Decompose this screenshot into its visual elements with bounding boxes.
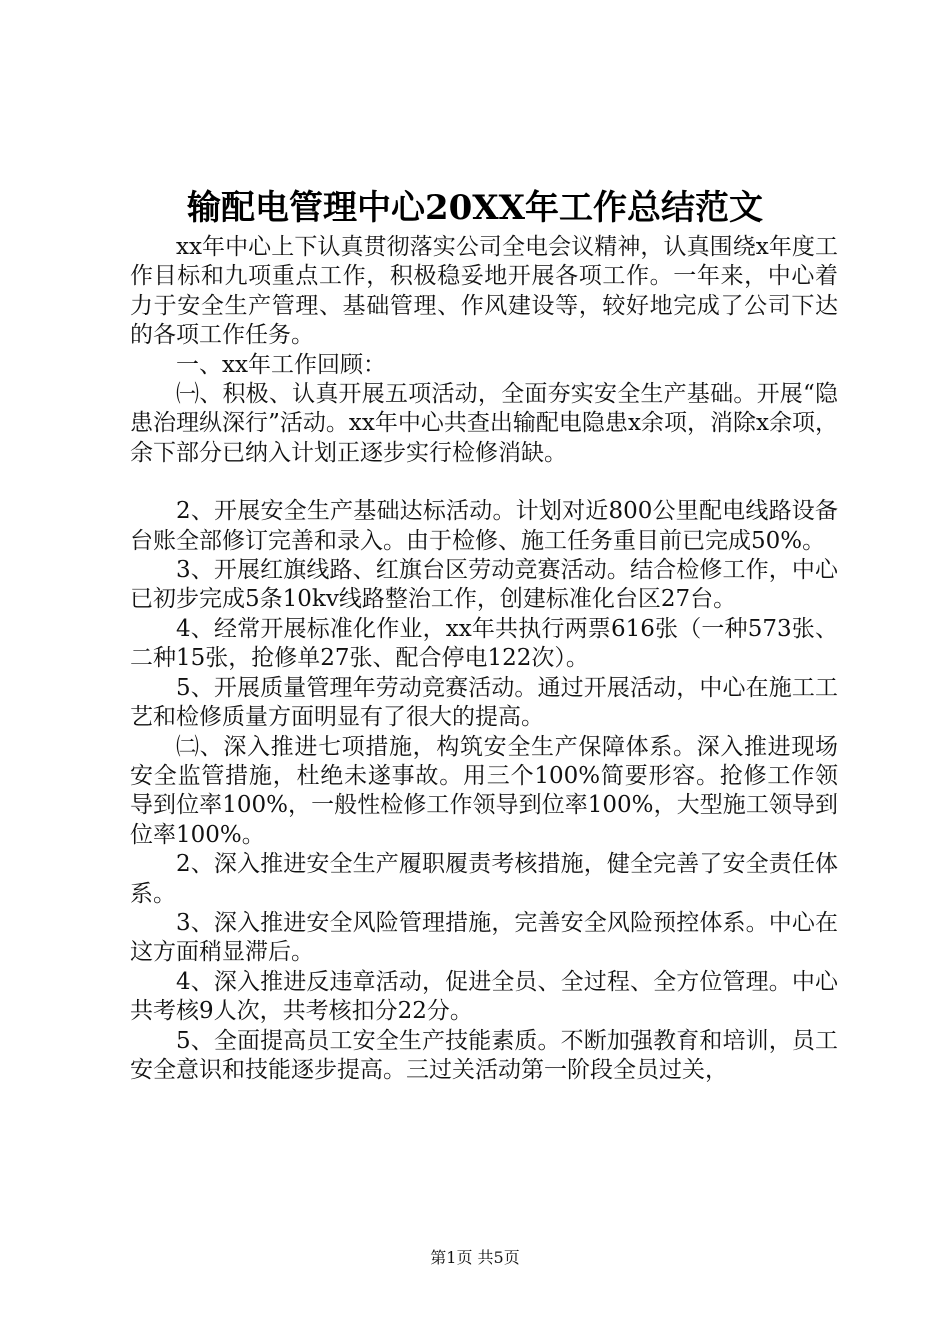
paragraph-measures-4: 4、深入推进反违章活动，促进全员、全过程、全方位管理。中心共考核9人次，共考核扣分22分。 (130, 968, 838, 1025)
paragraph-item-3: 3、开展红旗线路、红旗台区劳动竞赛活动。结合检修工作，中心已初步完成5条10kv线路整治工作，创建标准化台区27台。 (130, 557, 838, 613)
paragraph-measures-5: 5、全面提高员工安全生产技能素质。不断加强教育和培训，员工安全意识和技能逐步提高。三过关活动第一阶段全员过关， (130, 1027, 838, 1083)
paragraph-measures-3: 3、深入推进安全风险管理措施，完善安全风险预控体系。中心在这方面稍显滞后。 (130, 909, 838, 966)
paragraph-section-heading: 一、xx年工作回顾： (176, 351, 386, 378)
document-title: 输配电管理中心20XX年工作总结范文 (186, 188, 764, 228)
paragraph-measures-1: ㈡、深入推进七项措施，构筑安全生产保障体系。深入推进现场安全监管措施，杜绝未遂事故。用三个100%简要形容。抢修工作领导到位率100%，一般性检修工作领导到位率100%，大型施工领导到位率100%。 (130, 733, 838, 848)
page-number-footer: 第1页 共5页 (430, 1248, 520, 1267)
paragraph-item-1: ㈠、积极、认真开展五项活动，全面夯实安全生产基础。开展“隐患治理纵深行”活动。xx年中心共查出输配电隐患x余项，消除x余项，余下部分已纳入计划正逐步实行检修消缺。 (130, 381, 838, 466)
paragraph-measures-2: 2、深入推进安全生产履职履责考核措施，健全完善了安全责任体系。 (130, 851, 838, 907)
paragraph-item-5: 5、开展质量管理年劳动竞赛活动。通过开展活动，中心在施工工艺和检修质量方面明显有了很大的提高。 (130, 674, 838, 731)
paragraph-item-4: 4、经常开展标准化作业，xx年共执行两票616张（一种573张、二种15张，抢修单27张、配合停电122次）。 (130, 615, 838, 672)
document-body (130, 233, 838, 1085)
paragraph-intro: xx年中心上下认真贯彻落实公司全电会议精神，认真围绕x年度工作目标和九项重点工作，积极稳妥地开展各项工作。一年来，中心着力于安全生产管理、基础管理、作风建设等，较好地完成了公司下达的各项工作任务。 (130, 234, 838, 349)
paragraph-item-2: 2、开展安全生产基础达标活动。计划对近800公里配电线路设备台账全部修订完善和录入。由于检修、施工任务重目前已完成50%。 (130, 498, 838, 554)
